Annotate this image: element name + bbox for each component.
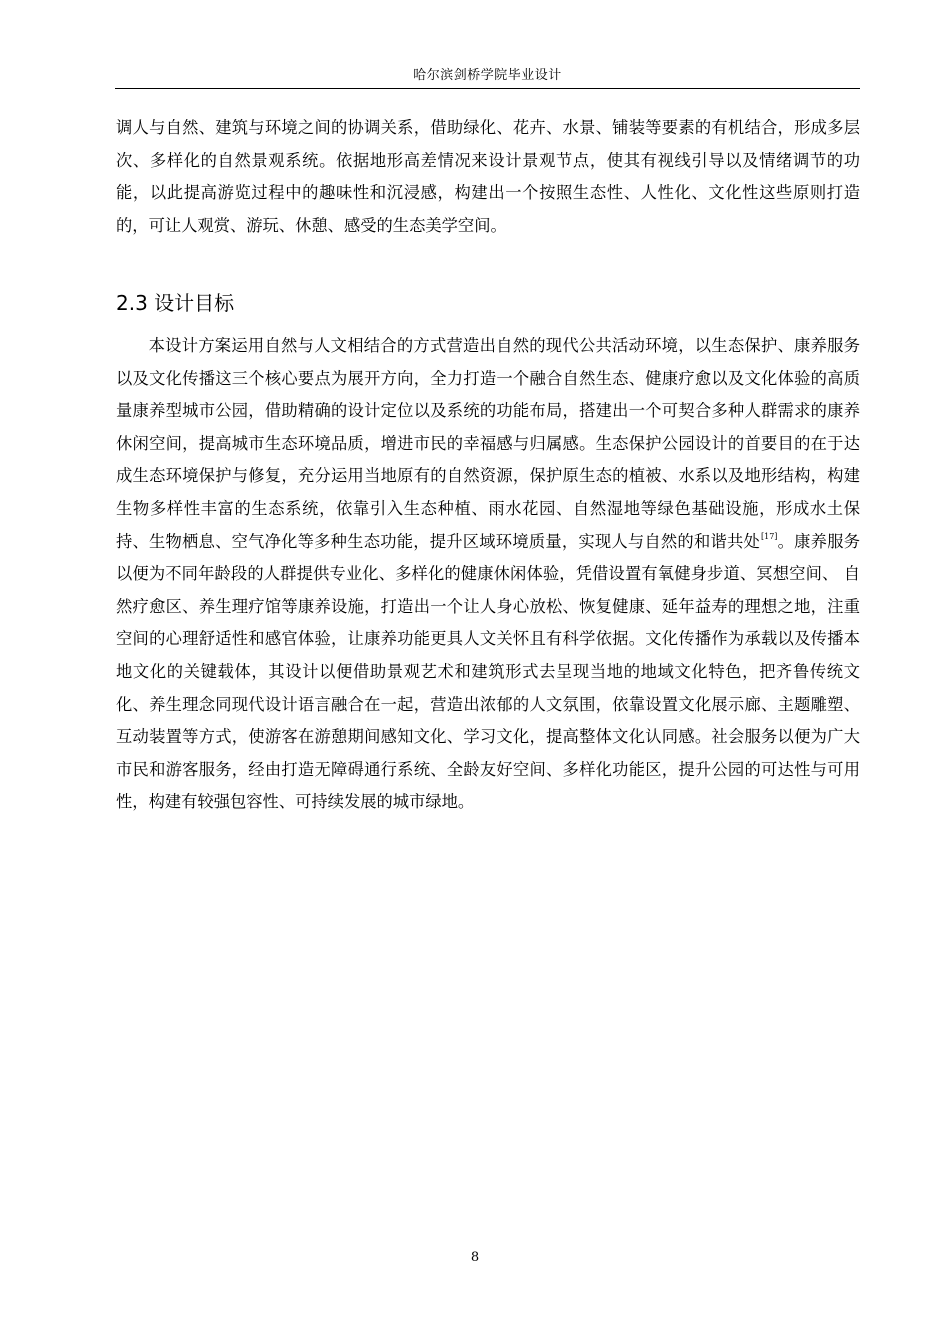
paragraph-text-part-1: 本设计方案运用自然与人文相结合的方式营造出自然的现代公共活动环境，以生态保护、康养服务以及文化传播这三个核心要点为展开方向，全力打造一个融合自然生态、健康疗愈以及文化体验的高质量康养型城市公园，借助精确的设计定位以及系统的功能布局，搭建出一个可契合多种人群需求的康养休闲空间，提高城市生态环境品质，增进市民的幸福感与归属感。生态保护公园设计的首要目的在于达成生态环境保护与修复，充分运用当地原有的自然资源，保护原生态的植被、水系以及地形结构，构建生物多样性丰富的生态系统，依靠引入生态种植、雨水花园、自然湿地等绿色基础设施，形成水土保持、生物栖息、空气净化等多种生态功能，提升区域环境质量，实现人与自然的和谐共处: [116, 336, 860, 551]
page-number: 8: [470, 1250, 480, 1265]
continuation-paragraph: 调人与自然、建筑与环境之间的协调关系，借助绿化、花卉、水景、铺装等要素的有机结合，形成多层次、多样化的自然景观系统。依据地形高差情况来设计景观节点，使其有视线引导以及情绪调节的功能，以此提高游览过程中的趣味性和沉浸感，构建出一个按照生态性、人性化、文化性这些原则打造的，可让人观赏、游玩、休憩、感受的生态美学空间。: [116, 118, 860, 235]
section-heading: 2.3 设计目标: [116, 291, 235, 315]
header-title: 哈尔滨剑桥学院毕业设计: [413, 68, 562, 83]
continuation-text-block: [116, 112, 860, 242]
design-goal-text-block: [116, 330, 860, 819]
paragraph-text-part-2: 。康养服务以便为不同年龄段的人群提供专业化、多样化的健康休闲体验，凭借设置有氧健身步道、冥想空间、 自然疗愈区、养生理疗馆等康养设施，打造出一个让人身心放松、恢复健康、延年益寿的理想之地，注重空间的心理舒适性和感官体验，让康养功能更具人文关怀且有科学依据。文化传播作为承载以及传播本地文化的关键载体，其设计以便借助景观艺术和建筑形式去呈现当地的地域文化特色，把齐鲁传统文化、养生理念同现代设计语言融合在一起，营造出浓郁的人文氛围，依靠设置文化展示廊、主题雕塑、互动装置等方式，使游客在游憩期间感知文化、学习文化，提高整体文化认同感。社会服务以便为广大市民和游客服务，经由打造无障碍通行系统、全龄友好空间、多样化功能区，提升公园的可达性与可用性，构建有较强包容性、可持续发展的城市绿地。: [116, 531, 860, 812]
design-goal-paragraph: [116, 330, 860, 819]
page-header: [115, 64, 860, 89]
citation-reference[interactable]: [17]: [761, 531, 778, 541]
